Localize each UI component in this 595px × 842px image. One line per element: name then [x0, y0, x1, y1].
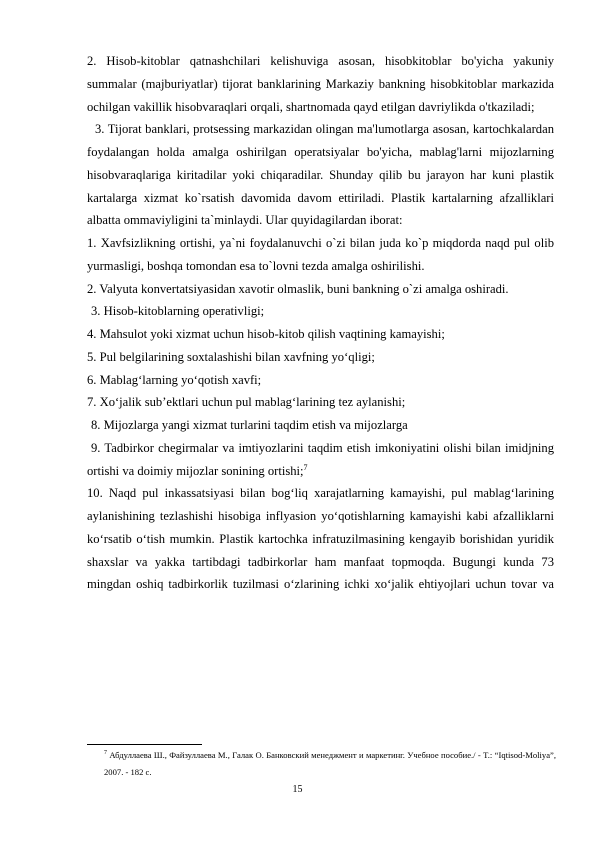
list-item-9-text: 9. Tadbirkor chegirmalar va imtiyozlarini taqdim etish imkoniyatini olishi bilan imidjning ortishi va doimiy mijozlar sonining ortishi;: [87, 440, 554, 478]
paragraph-2: 2. Hisob-kitoblar qatnashchilari kelishuviga asosan, hisobkitoblar bo'yicha yakuniy summalar (majburiyatlar) tijorat banklarining Markaziy bankning hisobkitoblar markazida ochilgan vakillik hisobvaraqlari orqali, shartnomada qayd etilgan davriylikda o'tkaziladi;: [87, 54, 554, 114]
list-item-1: 1. Xavfsizlikning ortishi, ya`ni foydalanuvchi o`zi bilan juda ko`p miqdorda naqd pul olib yurmasligi, boshqa tomondan esa to`lovni tezda amalga oshirilishi.: [87, 236, 554, 273]
paragraph-3: 3. Tijorat banklari, protsessing markazidan olingan ma'lumotlarga asosan, kartochkalardan foydalangan holda amalga oshirilgan operatsiyalar bo'yicha, mablag'larni mijozlarning hisobvaraqlariga kiritadilar yoki chiqaradilar. Shunday qilib bu jarayon har kuni plastik kartalarga xizmat ko`rsatish davomida davom ettiriladi. Plastik kartalarning afzalliklari albatta ommaviyligini ta`minlaydi. Ular quyidagilardan iborat:: [87, 122, 554, 228]
page-number: 15: [292, 784, 303, 795]
footnote-marker: 7: [104, 750, 107, 757]
footnote-divider: [87, 744, 202, 745]
footnote-text: Абдуллаева Ш., Файзуллаева М., Галак О. Банковский менеджмент и маркетинг. Учебное пособие./ - T.: “Iqtisod-Moliya”, 2007. - 182 с.: [104, 750, 556, 777]
footnote: [104, 747, 556, 781]
list-item-5: 5. Pul belgilarining soxtalashishi bilan xavfning yo‘qligi;: [87, 349, 375, 364]
list-item-8: 8. Mijozlarga yangi xizmat turlarini taqdim etish va mijozlarga: [91, 418, 408, 432]
list-item-4: 4. Mahsulot yoki xizmat uchun hisob-kitob qilish vaqtining kamayishi;: [87, 327, 445, 341]
list-item-3: 3. Hisob-kitoblarning operativligi;: [91, 304, 265, 319]
list-item-10: 10. Naqd pul inkassatsiyasi bilan bog‘liq xarajatlarning kamayishi, pul mablag‘larining aylanishining tezlashishi hisobiga inflyasion yo‘qotishlarning kamayishi kabi afzalliklarni ko‘rsatib o‘tish mumkin. Plastik kartochka infratuzilmasining kengayib borishidan yuridik shaxslar va yakka tartibdagi tadbirkorlar ham manfaat topmoqda. Bugungi kunda 73 mingdan oshiq tadbirkorlik tuzilmasi o‘zlarining ichki xo‘jalik ehtiyojlari uchun tovar va: [87, 486, 554, 592]
footnote-reference: 7: [303, 462, 308, 472]
list-item-2: 2. Valyuta konvertatsiyasidan xavotir olmaslik, buni bankning o`zi amalga oshiradi.: [87, 281, 509, 296]
document-body: [87, 50, 554, 596]
list-item-7: 7. Xo‘jalik sub’ektlari uchun pul mablag‘larining tez aylanishi;: [87, 395, 406, 410]
list-item-9: [87, 437, 554, 483]
list-item-6: 6. Mablag‘larning yo‘qotish xavfi;: [87, 372, 262, 387]
